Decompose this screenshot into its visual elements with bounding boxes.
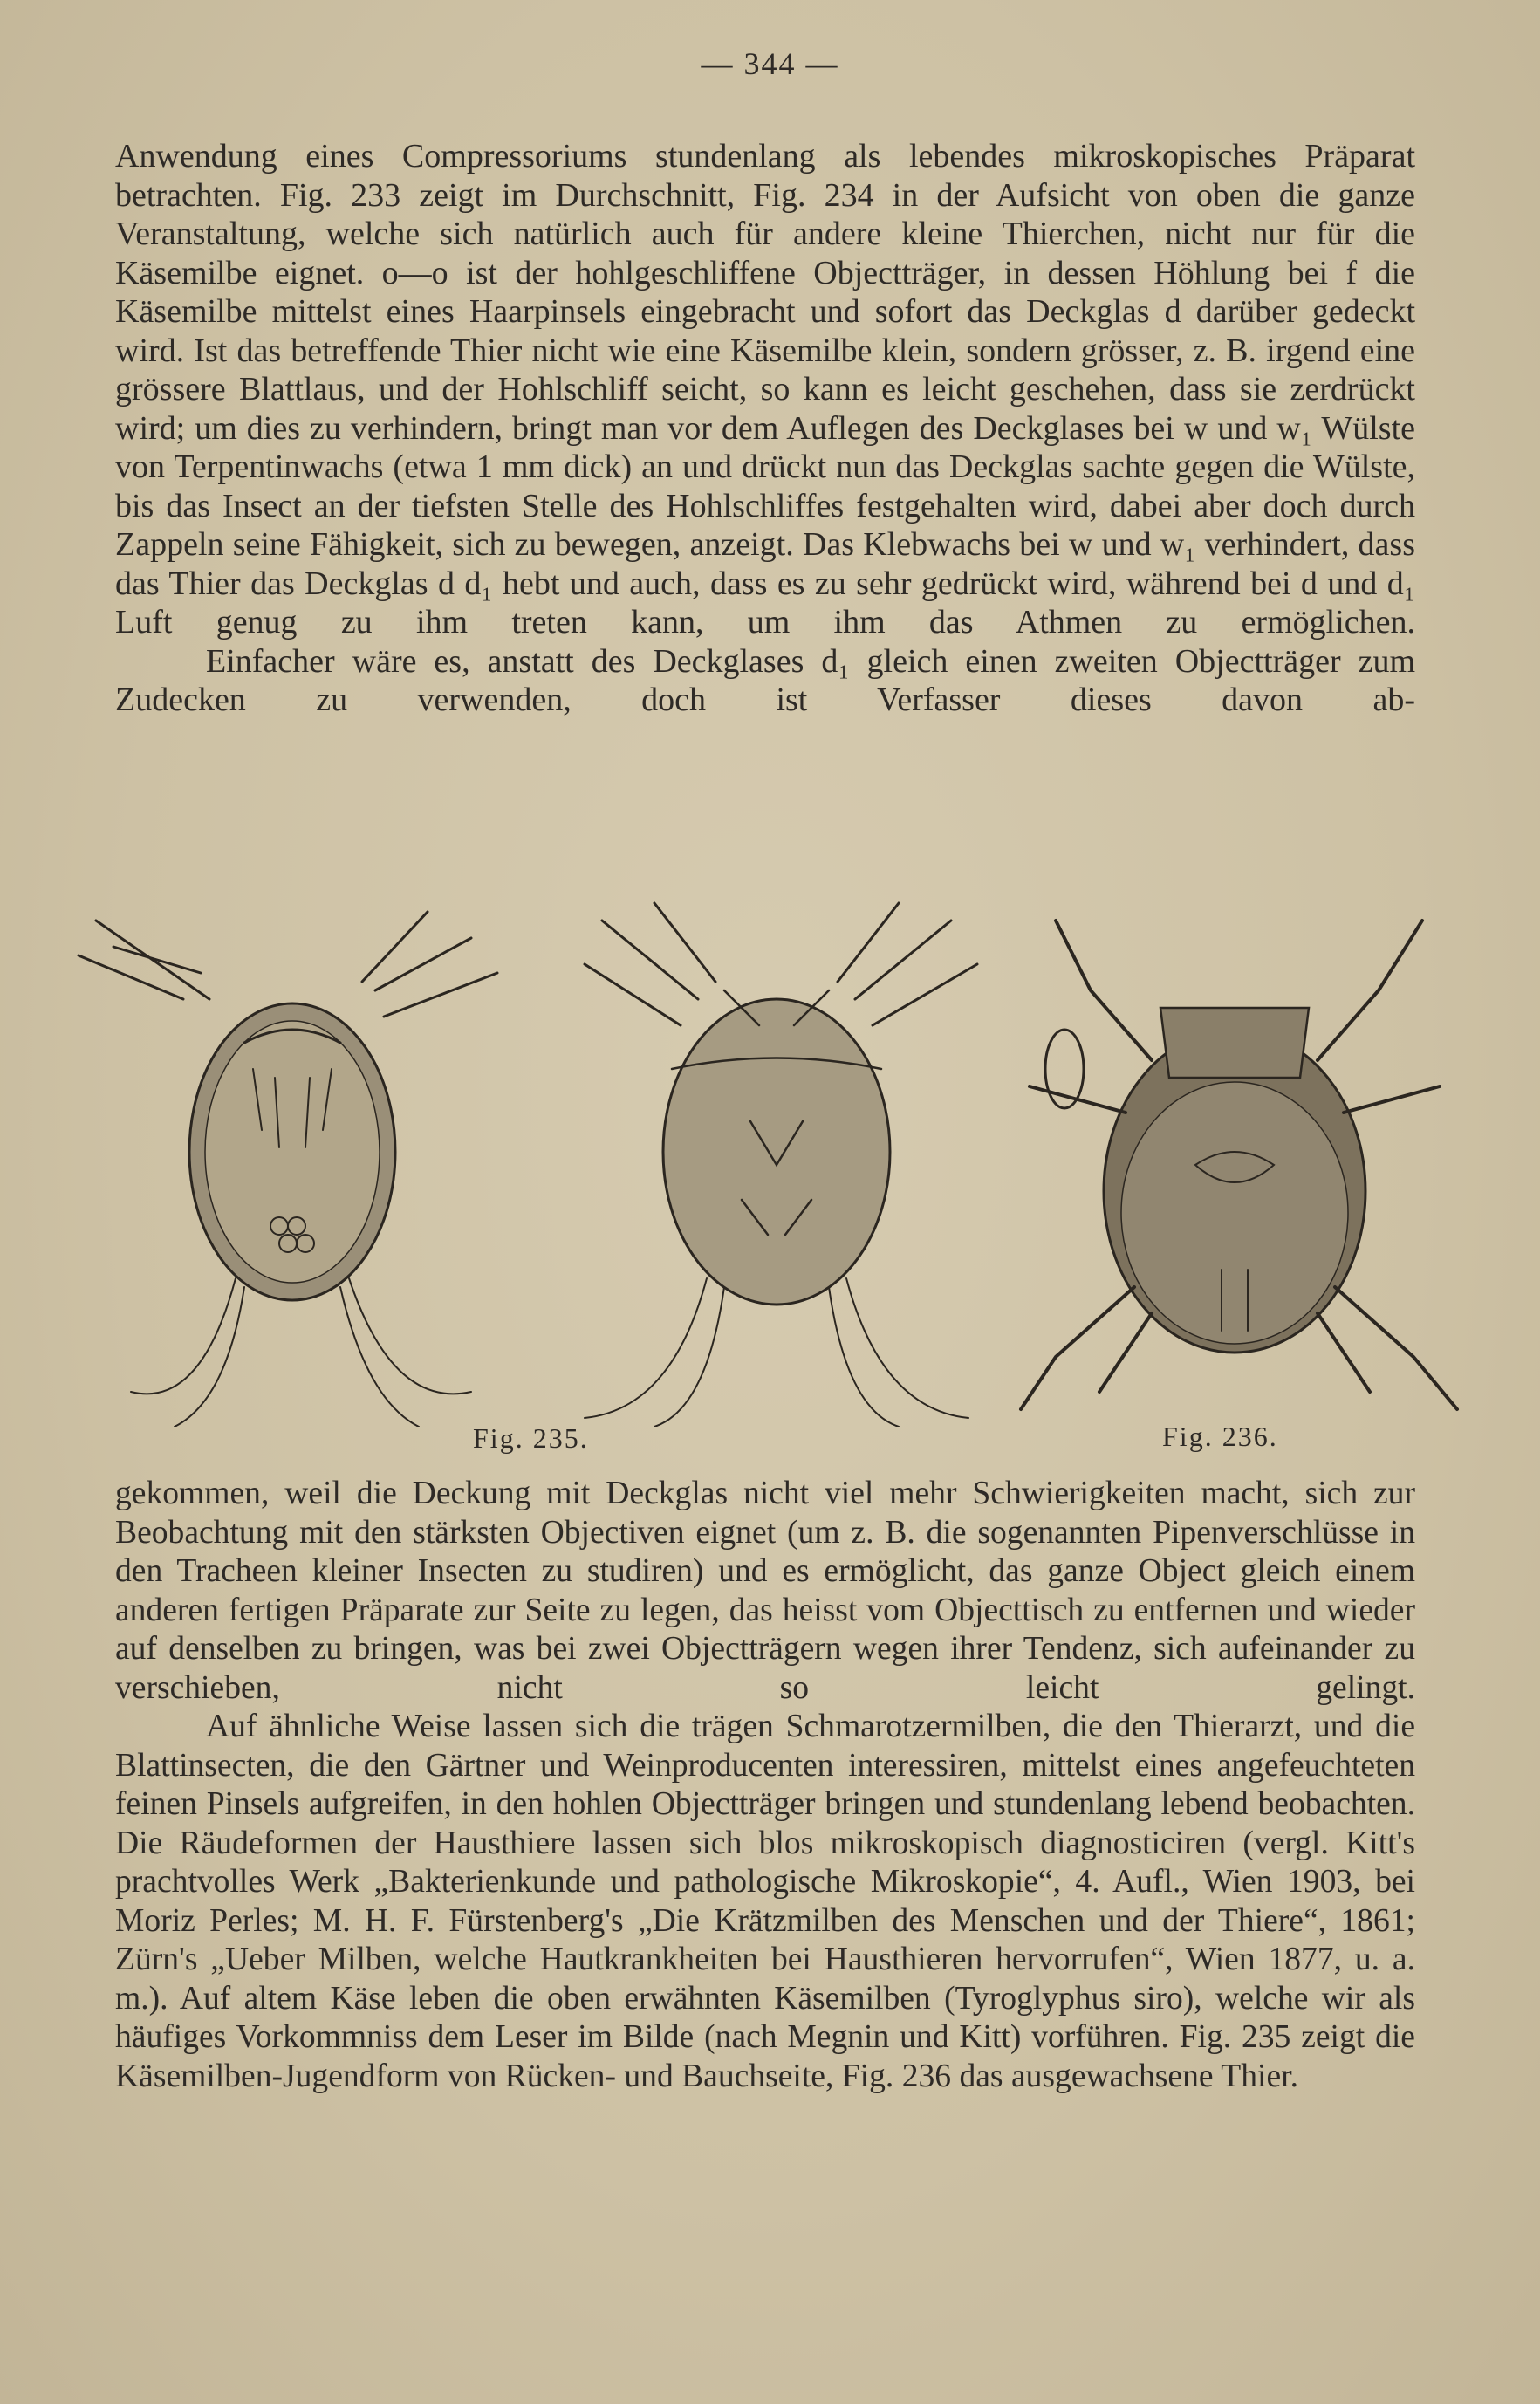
mite-ventral-illustration xyxy=(79,912,497,1427)
page-number: — 344 — xyxy=(701,46,839,81)
caption-fig-235: Fig. 235. xyxy=(473,1422,589,1454)
mite-dorsal-illustration xyxy=(585,903,977,1427)
bottom-text-block xyxy=(115,1475,1415,2096)
paragraph-2-end: gekommen, weil die Deckung mit Deckglas nicht viel mehr Schwierigkeiten macht, sich zur Beobachtung mit den stärksten Objectiven eignet (um z. B. die sogenannten Pipenverschlüsse in den Tracheen kleiner Insecten zu studiren) und es ermöglicht, das ganze Object gleich einem anderen fertigen Präparate zur Seite zu legen, das heisst vom Objecttisch zu entfernen und wieder auf denselben zu bringen, was bei zwei Objectträgern wegen ihrer Tendenz, sich aufeinander zu verschieben, nicht so leicht gelingt. xyxy=(115,1476,1415,1706)
top-text-block xyxy=(115,137,1415,720)
paragraph-1: Anwendung eines Compressoriums stundenlang als lebendes mikroskopisches Präparat betrachten. Fig. 233 zeigt im Durchschnitt, Fig. 234 in der Aufsicht von oben die ganze Veranstaltung, welche sich natürlich auch für andere kleine Thierchen, nicht nur für die Käsemilbe eignet. o—o ist der hohlgeschliffene Objectträger, in dessen Höhlung bei f die Käsemilbe mittelst eines Haarpinsels eingebracht und sofort das Deckglas d darüber gedeckt wird. Ist das betreffende Thier nicht wie eine Käsemilbe klein, sondern grösser, z. B. irgend eine grössere Blattlaus, und der Hohlschliff seicht, so kann es leicht geschehen, dass sie zerdrückt wird; um dies zu verhindern, bringt man vor dem Auflegen des Deckglases bei w und w₁ Wülste von Terpentinwachs (etwa 1 mm dick) an und drückt nun das Deckglas sachte gegen die Wülste, bis das Insect an der tiefsten Stelle des Hohlschliffes festgehalten wird, dabei aber doch durch Zappeln seine Fähigkeit, sich zu bewegen, anzeigt. Das Klebwachs bei w und w₁ verhindert, dass das Thier das Deckglas d d₁ hebt und auch, dass es zu sehr gedrückt wird, während bei d und d₁ Luft genug zu ihm treten kann, um ihm das Athmen zu ermöglichen. xyxy=(115,138,1415,640)
paragraph-3: Auf ähnliche Weise lassen sich die trägen Schmarotzermilben, die den Thierarzt, und die Blattinsecten, die den Gärtner und Weinproducenten interessiren, mittelst eines angefeuchteten feinen Pinsels aufgreifen, in den hohlen Objectträger bringen und stundenlang lebend beobachten. Die Räudeformen der Hausthiere lassen sich blos mikroskopisch diagnosticiren (vergl. Kitt's prachtvolles Werk „Bakterienkunde und pathologische Mikroskopie“, 4. Aufl., Wien 1903, bei Moriz Perles; M. H. F. Fürstenberg's „Die Krätzmilben des Menschen und der Thiere“, 1861; Zürn's „Ueber Milben, welche Hautkrankheiten bei Hausthieren hervorrufen“, Wien 1877, u. a. m.). Auf altem Käse leben die oben erwähnten Käsemilben (Tyroglyphus siro), welche wir als häufiges Vorkommniss dem Leser im Bilde (nach Megnin und Kitt) vorführen. Fig. 235 zeigt die Käsemilben-Jugendform von Rücken- und Bauchseite, Fig. 236 das ausgewachsene Thier. xyxy=(115,1709,1415,2094)
paragraph-2-start: Einfacher wäre es, anstatt des Deckglases d₁ gleich einen zweiten Objectträger zum Zudecken zu verwenden, doch ist Verfasser dieses davon ab- xyxy=(115,642,1415,718)
figure-area xyxy=(61,868,1475,1427)
caption-fig-236: Fig. 236. xyxy=(1162,1421,1278,1452)
mite-illustrations xyxy=(61,868,1475,1427)
adult-mite-illustration xyxy=(1021,921,1457,1409)
